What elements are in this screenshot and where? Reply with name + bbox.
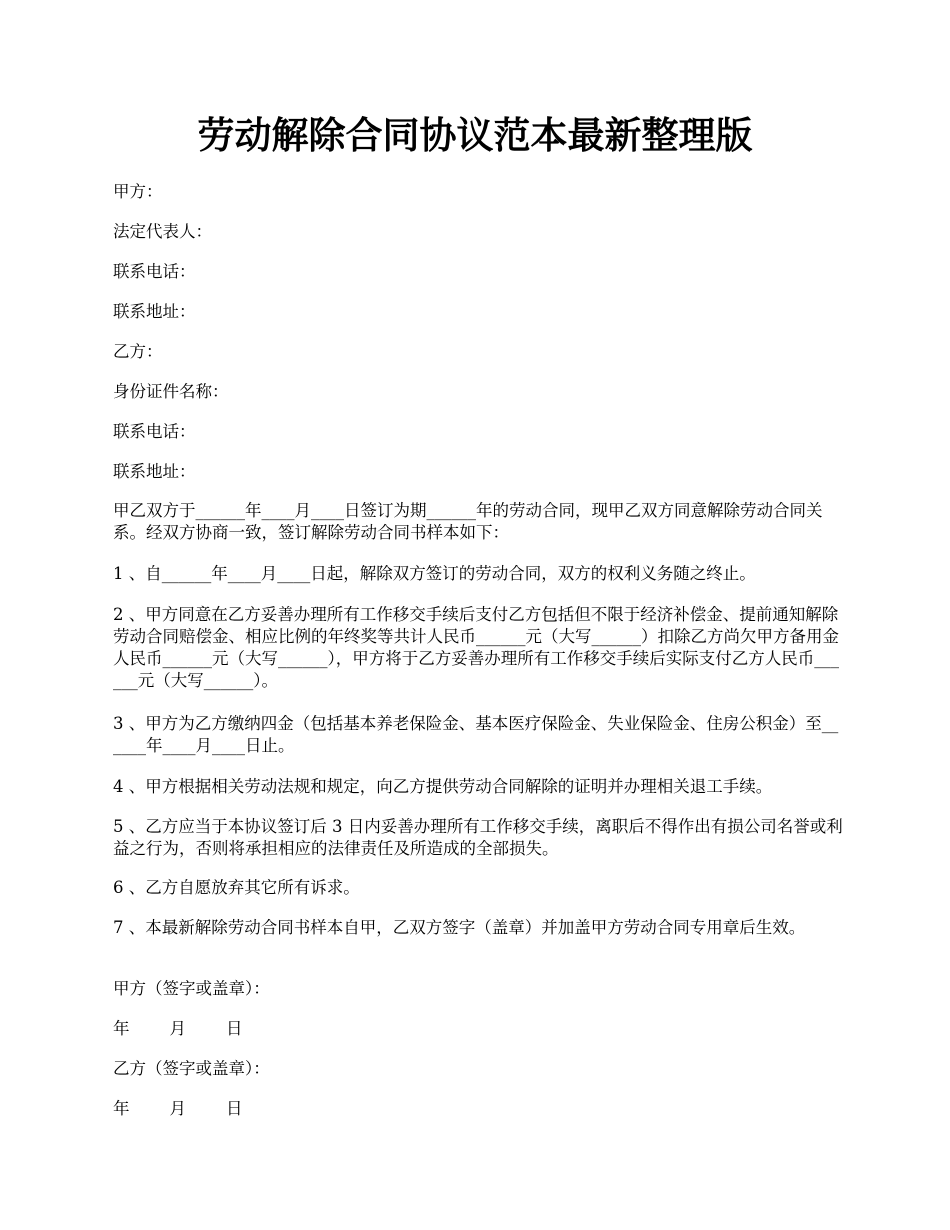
date-day: 日 [226,1099,243,1118]
party-a-address-label: 联系地址： [113,302,196,321]
party-a-date-line [113,1018,243,1040]
clause-4: 4 、甲方根据相关劳动法规和规定，向乙方提供劳动合同解除的证明并办理相关退工手续。 [113,777,773,796]
party-b-phone-label: 联系电话： [113,422,196,441]
date-year: 年 [113,1019,130,1038]
clause-5: 5 、乙方应当于本协议签订后 3 日内妥善办理所有工作移交手续，离职后不得作出有损公司名誉或利益之行为，否则将承担相应的法律责任及所造成的全部损失。 [113,817,843,858]
party-b-signature-label: 乙方（签字或盖章）： [113,1059,270,1078]
clause-6: 6 、乙方自愿放弃其它所有诉求。 [113,878,360,897]
party-b-label: 乙方： [113,342,163,361]
party-b-date-line [113,1098,243,1120]
party-a-label: 甲方： [113,182,163,201]
clause-7: 7 、本最新解除劳动合同书样本自甲，乙双方签字（盖章）并加盖甲方劳动合同专用章后生效。 [113,918,806,937]
date-day: 日 [226,1019,243,1038]
party-b-address-label: 联系地址： [113,462,196,481]
date-year: 年 [113,1099,130,1118]
party-a-phone-label: 联系电话： [113,262,196,281]
id-document-label: 身份证件名称： [113,382,229,401]
clause-2: 2 、甲方同意在乙方妥善办理所有工作移交手续后支付乙方包括但不限于经济补偿金、提前通知解除劳动合同赔偿金、相应比例的年终奖等共计人民币______元（大写______）扣除乙方尚欠甲方备用金人民币______元（大写______），甲方将于乙方妥善办理所有工作移交手续后实际支付乙方人民币______元（大写______）。 [113,605,839,690]
clause-3: 3 、甲方为乙方缴纳四金（包括基本养老保险金、基本医疗保险金、失业保险金、住房公积金）至______年____月____日止。 [113,714,839,755]
intro-paragraph: 甲乙双方于______年____月____日签订为期______年的劳动合同，现甲乙双方同意解除劳动合同关系。经双方协商一致，签订解除劳动合同书样本如下： [113,501,823,542]
legal-representative-label: 法定代表人： [113,222,212,241]
date-month: 月 [169,1019,186,1038]
clause-1: 1 、自______年____月____日起，解除双方签订的劳动合同，双方的权利义务随之终止。 [113,564,756,583]
date-month: 月 [169,1099,186,1118]
party-a-signature-label: 甲方（签字或盖章）： [113,979,270,998]
document-title: 劳动解除合同协议范本最新整理版 [197,114,753,157]
